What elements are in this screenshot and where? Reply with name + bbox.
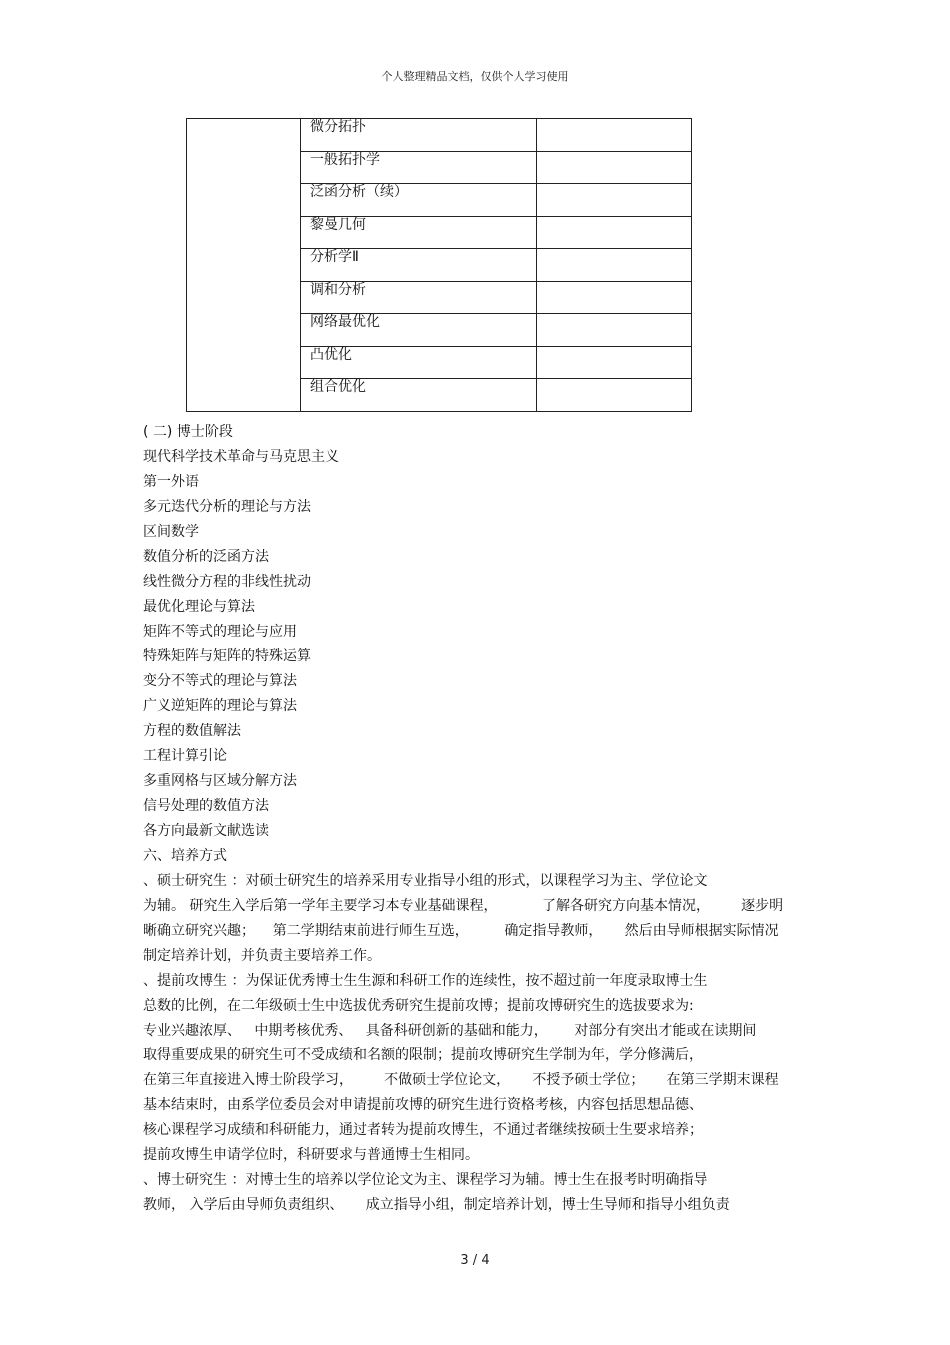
blank-cell xyxy=(537,346,692,379)
course-item: 特殊矩阵与矩阵的特殊运算 xyxy=(143,648,311,665)
page-header: 个人整理精品文档，仅供个人学习使用 xyxy=(381,70,569,83)
course-item: 广义逆矩阵的理论与算法 xyxy=(143,698,297,715)
body-text xyxy=(143,423,823,1221)
paragraph-line: 总数的比例，在二年级硕士生中选拔优秀研究生提前攻博；提前攻博研究生的选拔要求为: xyxy=(143,997,694,1014)
paragraph-line: 为辅。 研究生入学后第一学年主要学习本专业基础课程， 了解各研究方向基本情况， 逐步明 xyxy=(143,897,784,914)
blank-cell xyxy=(537,281,692,314)
course-item: 现代科学技术革命与马克思主义 xyxy=(143,448,339,465)
course-item: 各方向最新文献选读 xyxy=(143,823,269,839)
course-name-cell: 调和分析 xyxy=(301,281,537,314)
course-item: 信号处理的数值方法 xyxy=(143,798,269,815)
paragraph-line: 教师， 入学后由导师负责组织、 成立指导小组，制定培养计划，博士生导师和指导小组负责 xyxy=(143,1197,730,1214)
paragraph-line: 核心课程学习成绩和科研能力，通过者转为提前攻博生，不通过者继续按硕士生要求培养； xyxy=(143,1122,703,1139)
blank-cell xyxy=(537,379,692,412)
blank-cell xyxy=(537,249,692,282)
blank-cell xyxy=(537,314,692,347)
blank-cell xyxy=(537,119,692,152)
course-item: 多重网格与区域分解方法 xyxy=(143,773,297,790)
table-row xyxy=(187,119,692,152)
blank-cell xyxy=(537,151,692,184)
page-number: 3 / 4 xyxy=(460,1253,490,1268)
course-table xyxy=(186,118,692,412)
paragraph-line: 在第三年直接进入博士阶段学习， 不做硕士学位论文， 不授予硕士学位； 在第三学期末课程 xyxy=(143,1072,779,1089)
section-heading: 六、培养方式 xyxy=(143,847,227,864)
blank-cell xyxy=(537,216,692,249)
course-name-cell: 微分拓扑 xyxy=(301,119,537,152)
paragraph-line: 提前攻博生申请学位时，科研要求与普通博士生相同。 xyxy=(143,1147,479,1164)
paragraph-line: 专业兴趣浓厚、 中期考核优秀、 具备科研创新的基础和能力， 对部分有突出才能或在读期间 xyxy=(143,1022,757,1039)
course-name-cell: 凸优化 xyxy=(301,346,537,379)
course-item: 最优化理论与算法 xyxy=(143,598,255,615)
course-name-cell: 黎曼几何 xyxy=(301,216,537,249)
course-item: 数值分析的泛函方法 xyxy=(143,548,269,565)
course-name-cell: 分析学Ⅱ xyxy=(301,249,537,282)
course-item: 方程的数值解法 xyxy=(143,723,241,740)
course-item: 工程计算引论 xyxy=(143,748,227,765)
paragraph-line: 、提前攻博生 ：为保证优秀博士生生源和科研工作的连续性，按不超过前一年度录取博士生 xyxy=(143,972,708,989)
paragraph-line: 制定培养计划，并负责主要培养工作。 xyxy=(143,947,381,964)
paragraph-line: 晰确立研究兴趣； 第二学期结束前进行师生互选， 确定指导教师， 然后由导师根据实际情况 xyxy=(143,922,779,939)
blank-cell xyxy=(537,184,692,217)
paragraph-line: 、博士研究生 ：对博士生的培养以学位论文为主、课程学习为辅。博士生在报考时明确指导 xyxy=(143,1172,708,1189)
paragraph-line: 、硕士研究生 ：对硕士研究生的培养采用专业指导小组的形式，以课程学习为主、学位论文 xyxy=(143,872,708,889)
course-item: 第一外语 xyxy=(143,473,199,490)
course-item: 变分不等式的理论与算法 xyxy=(143,673,297,690)
course-item: 区间数学 xyxy=(143,523,199,540)
paragraph-line: 取得重要成果的研究生可不受成绩和名额的限制；提前攻博研究生学制为年，学分修满后， xyxy=(143,1047,703,1064)
course-name-cell: 网络最优化 xyxy=(301,314,537,347)
course-item: 线性微分方程的非线性扰动 xyxy=(143,573,311,590)
course-name-cell: 组合优化 xyxy=(301,379,537,412)
paragraph-line: 基本结束时，由系学位委员会对申请提前攻博的研究生进行资格考核，内容包括思想品德、 xyxy=(143,1097,703,1114)
course-item: 矩阵不等式的理论与应用 xyxy=(143,623,297,640)
course-name-cell: 一般拓扑学 xyxy=(301,151,537,184)
category-cell xyxy=(187,119,301,412)
section-heading: ( 二) 博士阶段 xyxy=(143,424,233,440)
course-name-cell: 泛函分析（续） xyxy=(301,184,537,217)
course-item: 多元迭代分析的理论与方法 xyxy=(143,498,311,515)
